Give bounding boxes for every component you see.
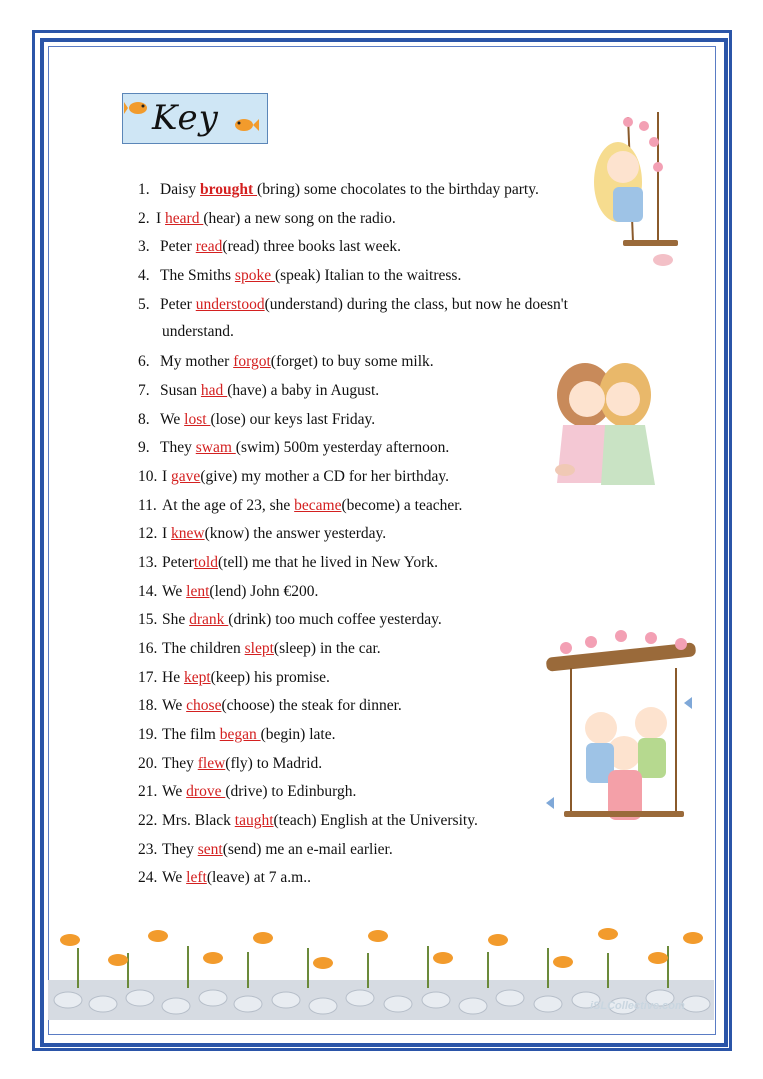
answer-text: brought bbox=[200, 181, 258, 198]
list-item: 8. We lost (lose) our keys last Friday. bbox=[138, 411, 376, 428]
list-item-continuation: understand. bbox=[162, 323, 234, 340]
answer-text: lost bbox=[184, 411, 211, 428]
answer-text: began bbox=[219, 726, 261, 743]
list-item: 11. At the age of 23, she became(become) a teacher. bbox=[138, 497, 463, 514]
list-item: 5. Peter understood(understand) during the class, but now he doesn't bbox=[138, 296, 568, 313]
answer-text: drove bbox=[186, 783, 226, 800]
kids-on-swing-illustration bbox=[546, 628, 706, 843]
answer-text: taught bbox=[234, 812, 274, 829]
answer-text: sent bbox=[197, 841, 223, 858]
list-item: 24. We left(leave) at 7 a.m.. bbox=[138, 869, 311, 886]
answer-text: slept bbox=[244, 640, 274, 657]
list-item: 14. We lent(lend) John €200. bbox=[138, 583, 319, 600]
answer-text: drank bbox=[189, 611, 229, 628]
girl-on-swing-illustration bbox=[588, 112, 708, 272]
answer-text: gave bbox=[171, 468, 201, 485]
list-item: 20. They flew(fly) to Madrid. bbox=[138, 755, 323, 772]
goldfish-garden-border-illustration bbox=[48, 918, 714, 1033]
list-item: 6. My mother forgot(forget) to buy some milk. bbox=[138, 353, 434, 370]
goldfish-icon bbox=[124, 96, 152, 120]
list-item: 2. I heard (hear) a new song on the radio. bbox=[138, 210, 396, 227]
list-item: 15. She drank (drink) too much coffee yesterday. bbox=[138, 611, 442, 628]
answer-text: forgot bbox=[233, 353, 271, 370]
answer-text: swam bbox=[195, 439, 236, 456]
list-item: 16. The children slept(sleep) in the car. bbox=[138, 640, 381, 657]
answer-text: told bbox=[193, 554, 218, 571]
answer-text: left bbox=[186, 869, 207, 886]
list-item: 4. The Smiths spoke (speak) Italian to the waitress. bbox=[138, 267, 462, 284]
list-item: 13. Petertold(tell) me that he lived in New York. bbox=[138, 554, 438, 571]
answer-text: became bbox=[294, 497, 342, 514]
watermark: iSLCollective.com bbox=[590, 1000, 685, 1012]
list-item: 3. Peter read(read) three books last week. bbox=[138, 238, 402, 255]
list-item: 17. He kept(keep) his promise. bbox=[138, 669, 330, 686]
list-item: 18. We chose(choose) the steak for dinner. bbox=[138, 697, 402, 714]
answer-text: lent bbox=[186, 583, 210, 600]
list-item: 7. Susan had (have) a baby in August. bbox=[138, 382, 380, 399]
answer-text: knew bbox=[171, 525, 205, 542]
answer-text: kept bbox=[183, 669, 211, 686]
girls-hugging-illustration bbox=[545, 355, 665, 500]
answer-text: read bbox=[195, 238, 223, 255]
page-title: Key bbox=[152, 98, 219, 138]
answer-text: flew bbox=[197, 755, 226, 772]
list-item: 22. Mrs. Black taught(teach) English at the University. bbox=[138, 812, 478, 829]
list-item: 21. We drove (drive) to Edinburgh. bbox=[138, 783, 357, 800]
goldfish-icon bbox=[230, 112, 260, 138]
answer-text: heard bbox=[165, 210, 204, 227]
answer-text: spoke bbox=[234, 267, 275, 284]
list-item: 1. Daisy brought (bring) some chocolates to the birthday party. bbox=[138, 181, 539, 198]
answer-text: chose bbox=[186, 697, 222, 714]
answer-text: understood bbox=[195, 296, 265, 313]
list-item: 23. They sent(send) me an e-mail earlier. bbox=[138, 841, 393, 858]
list-item: 19. The film began (begin) late. bbox=[138, 726, 336, 743]
answer-text: had bbox=[200, 382, 228, 399]
list-item: 12. I knew(know) the answer yesterday. bbox=[138, 525, 387, 542]
list-item: 10. I gave(give) my mother a CD for her birthday. bbox=[138, 468, 449, 485]
list-item: 9. They swam (swim) 500m yesterday afternoon. bbox=[138, 439, 450, 456]
